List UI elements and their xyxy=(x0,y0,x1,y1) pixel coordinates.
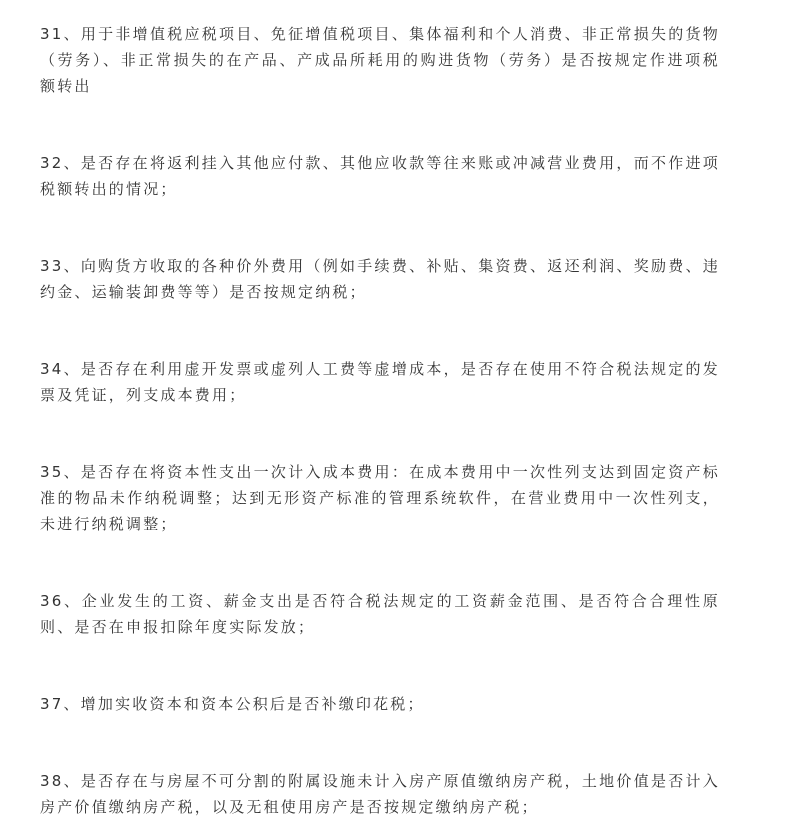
paragraph-item-32: 32、是否存在将返利挂入其他应付款、其他应收款等往来账或冲减营业费用，而不作进项税额转出的情况； xyxy=(40,154,720,198)
paragraph-item-34: 34、是否存在利用虚开发票或虚列人工费等虚增成本，是否存在使用不符合税法规定的发票及凭证，列支成本费用； xyxy=(40,360,720,404)
paragraph-item-36: 36、企业发生的工资、薪金支出是否符合税法规定的工资薪金范围、是否符合合理性原则、是否在申报扣除年度实际发放； xyxy=(40,592,720,636)
paragraph-item-38: 38、是否存在与房屋不可分割的附属设施未计入房产原值缴纳房产税，土地价值是否计入房产价值缴纳房产税，以及无租使用房产是否按规定缴纳房产税； xyxy=(40,772,720,816)
paragraph-item-31: 31、用于非增值税应税项目、免征增值税项目、集体福利和个人消费、非正常损失的货物（劳务）、非正常损失的在产品、产成品所耗用的购进货物（劳务）是否按规定作进项税额转出 xyxy=(40,25,720,95)
paragraph-item-35: 35、是否存在将资本性支出一次计入成本费用：在成本费用中一次性列支达到固定资产标准的物品未作纳税调整；达到无形资产标准的管理系统软件，在营业费用中一次性列支，未进行纳税调整； xyxy=(40,463,720,533)
document-body xyxy=(40,21,720,820)
paragraph-item-37: 37、增加实收资本和资本公积后是否补缴印花税； xyxy=(40,695,425,713)
paragraph-item-33: 33、向购货方收取的各种价外费用（例如手续费、补贴、集资费、返还利润、奖励费、违约金、运输装卸费等等）是否按规定纳税； xyxy=(40,257,720,301)
